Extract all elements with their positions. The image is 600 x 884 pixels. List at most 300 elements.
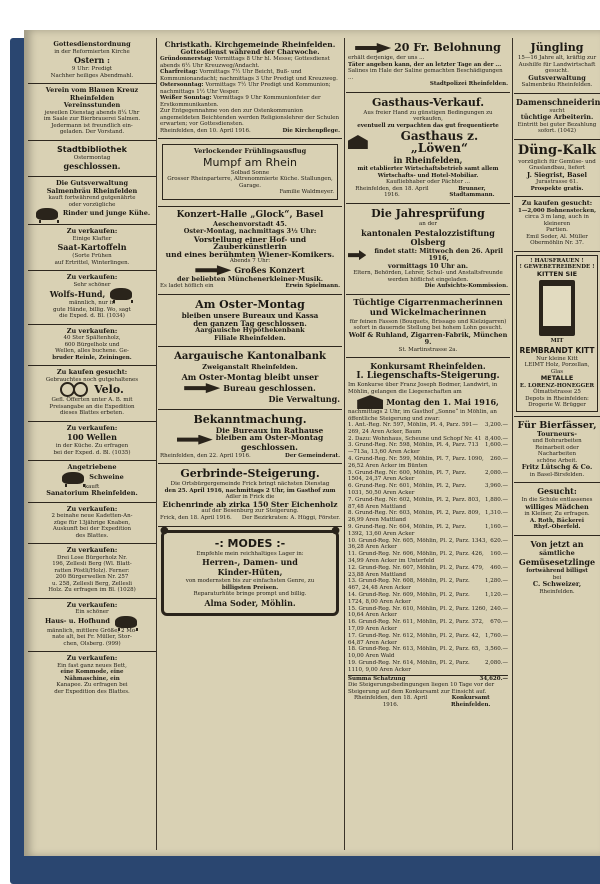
ad-sign: Familie Waldmeyer. (279, 189, 334, 196)
pointing-hand-icon (184, 383, 220, 393)
lot-text: 2. Dazu: Wohnhaus, Scheune und Schopf Nr. 41 (348, 435, 482, 442)
cow-icon (36, 208, 58, 220)
ad-line: Grosser Rheinparterre, Altrenommierte Küche. Stallungen, Garage. (167, 176, 333, 189)
ad-sign: Der Bezirkraten: A. Hüggi, Förster. (241, 514, 340, 521)
ad-wellen (28, 422, 156, 462)
ad-line: erhält derjenige, der uns ... (348, 55, 425, 61)
ad-line: und Bohrarbeiten (532, 438, 582, 444)
ad-line: In die Schule entlassenes (521, 497, 593, 503)
ad-head: Ostern : (73, 55, 111, 65)
ad-title: Tüchtige Cigarrenmacherinnen (353, 297, 503, 308)
ad-title: Christkath. Kirchgemeinde Rheinfelden. (164, 40, 336, 49)
ad-line: bleiben am Oster-Montag (215, 433, 324, 443)
ad-addr: Rhyf.-Oberfeld. (533, 524, 581, 530)
lot-row (348, 524, 508, 538)
ad-line: in der Küche. Zu erfragen (55, 443, 129, 449)
lot-row (348, 646, 508, 660)
ad-line: züge für 13jährige Knaben, (53, 519, 131, 526)
ad-head: KITTEN SIE (536, 269, 578, 278)
newspaper-page (24, 30, 600, 856)
ad-line: ! GEWEBETREIBENDE ! (519, 264, 595, 270)
ad-sub: kauft (84, 483, 100, 490)
ad-line: den ganzen Tag geschlossen. (193, 318, 307, 328)
lot-row (348, 633, 508, 647)
lot-text: 12. Grund-Reg. Nr. 607, Möhlin, Pl. 2, Parz. 479, 23,88 Aren Mattland (348, 564, 484, 578)
ad-pre: Von jetzt an (530, 538, 584, 549)
ad-sign: Die Kirchenpflege. (282, 127, 340, 134)
ad-line: Filiale Rheinfelden. (214, 333, 286, 342)
dog-icon (110, 288, 132, 300)
ad-line: Ein fast ganz neues Bett, (57, 662, 127, 669)
ad-line: Im Konkurse über Franz Joseph Bodmer, Landwirt, in Möhlin, gelangen die Liegenschaften am (348, 382, 498, 395)
ad-ostermontag (158, 295, 342, 347)
schedule-text: Vormittags 9 Uhr Kommunionfeier der Erstkommunikanten. (160, 95, 321, 108)
schedule-note: Zur Entgegennahme von den zur Ostenkommunion angemeldeten Beichtenden werden Religionslehrer der Schulen erwarten; vor Gottesdiensten. (160, 108, 340, 127)
dog-icon (115, 616, 137, 628)
ad-line: Aargauische Hypothekenbank (195, 326, 305, 335)
ad-line: Oster-Montag, nachmittags 3½ Uhr: (183, 227, 317, 236)
ad-gottesdienst (28, 38, 156, 84)
ad-title: Angetriebene (67, 463, 117, 471)
ad-footer: Rheinfelden, den 10. April 1916. (160, 127, 251, 134)
ad-line: Wellen, alles buchene. Ge- (55, 348, 129, 354)
ad-addr: Rheinfelden. (539, 588, 575, 595)
ad-sign: Die Verwaltung. (268, 393, 340, 404)
ad-head: Wolfs-Hund, (49, 288, 106, 299)
ad-zigarren (346, 295, 510, 359)
ad-line: METALLE (540, 374, 574, 382)
ad-stadtbibliothek (28, 141, 156, 178)
ad-line: Prospekte gratis. (530, 185, 584, 192)
ad-gutsverwaltung (28, 177, 156, 225)
ad-title: Gasthaus-Verkauf. (371, 95, 485, 109)
ad-line: Partien. (546, 227, 568, 233)
lot-text: 15. Grund-Reg. Nr. 610, Möhlin, Pl. 2, Parz. 1260, 10,64 Aren Acker (348, 605, 488, 619)
ad-title: Konzert-Halle „Glock“, Basel (176, 209, 324, 220)
bicycle-icon (60, 383, 88, 397)
ad-line: den 25. April 1916, nachmittags 2 Uhr, im Gasthof zum (164, 487, 336, 494)
lot-row (348, 456, 508, 470)
ad-line: nate alt, bei Fr. Müller, Stor- (52, 634, 132, 640)
ad-line: die Exped. d. Bl. (1034) (59, 313, 125, 319)
schedule-text: Vormittags 8 Uhr hl. Messe; Gottesdienst abends 6½ Uhr Kreuzweg/Andacht. (160, 56, 330, 69)
lot-value: 460.— (490, 564, 508, 571)
ad-line: männlich, nur in (69, 300, 115, 306)
ad-title: Aargauische Kantonalbank (174, 351, 326, 363)
lot-value: 1,600.— (485, 442, 508, 449)
ad-line: oder vorzügliche (68, 201, 116, 208)
ad-head: Velo. (94, 383, 124, 396)
ad-line: Eichenrinde ab zirka 150 Ster Eichenholz (162, 499, 338, 509)
sum-label: Summa Schatzung (348, 675, 406, 682)
ad-line: Rheinfelden, den 22. April 1916. (160, 452, 251, 459)
ad-konkurs (346, 358, 510, 713)
ad-sign: Konkursamt Rheinfelden. (451, 695, 491, 709)
ad-title: Konkursamt Rheinfelden. (370, 361, 486, 372)
lot-text: 8. Grund-Reg. Nr. 603, Möhlin, Pl. 2, Parz. 809, 26,99 Aren Mattland (348, 510, 481, 524)
ad-line: Auskunft bei der Expedition (52, 526, 132, 532)
schedule-day: Weißer Sonntag: (160, 95, 212, 101)
ad-line: des Blattes. (75, 532, 109, 539)
ad-verein (28, 84, 156, 141)
ad-title: Verein vom Blauen Kreuz (45, 86, 139, 94)
ad-head: Vorstellung einer Hof- und Zauberkünstlerin (193, 234, 307, 252)
ad-kadetten (28, 503, 156, 545)
ad-line: bei der Exped. d. Bl. (1035) (53, 449, 131, 456)
lot-value: 260.— (490, 456, 508, 463)
ad-line: 15—16 Jahre alt, kräftig zur (517, 55, 597, 61)
column-1 (28, 38, 156, 850)
ad-wolfshund (28, 271, 156, 325)
lot-text: 14. Grund-Reg. Nr. 609, Möhlin, Pl. 2, Parz. 1724, 8,00 Aren Acker (348, 592, 470, 605)
ad-modes (161, 530, 339, 616)
lot-row (348, 578, 508, 592)
ad-title: und Wickelmacherinnen (369, 307, 487, 318)
lot-value: 240.— (490, 605, 508, 612)
ad-title: Verlockender Frühlingsausflug (193, 147, 307, 156)
ad-line: Holz. Zu erfragen im Bl. (1028) (48, 587, 136, 593)
ad-line: Preisangabe an die Expedition (49, 403, 135, 410)
lot-row (348, 497, 508, 511)
ad-gasthaus (346, 93, 510, 205)
ad-line: chen, Olsberg. (999) (63, 640, 121, 647)
ad-pre: Zu verkaufen: (66, 273, 118, 281)
ad-bohnenstecken (514, 197, 600, 252)
ad-line: Gutsverwaltung (528, 73, 586, 82)
ad-line: Aus freier Hand zu günstigen Bedingungen zu verkaufen, (363, 109, 493, 122)
ad-sub: Aeschenvorstadt 45. (213, 219, 287, 228)
ad-title: ● -: MODES :- (214, 536, 286, 550)
lot-row (348, 551, 508, 565)
ad-line: gesucht. (545, 68, 569, 74)
ad-duengkalk (514, 140, 600, 198)
lot-text: 10. Grund-Reg. Nr. 605, Möhlin, Pl. 2, Parz. 1343, 36,28 Aren Acker (348, 537, 488, 551)
ad-line: Kaufliebhaber oder Pächter ... (385, 179, 470, 185)
ad-bett (28, 652, 156, 699)
lot-row (348, 483, 508, 497)
ad-line: 196, Zellesli Berg (Wl. Blatt- (52, 561, 132, 567)
lot-value: 2,080.— (485, 469, 508, 476)
auction-date: Montag den 1. Mai 1916, (386, 396, 499, 407)
ad-line: Reinarbeit oder Nacharbeiten (535, 444, 579, 457)
ad-gemuesesetzlinge (514, 536, 600, 600)
lot-row (348, 606, 508, 620)
lot-row (348, 538, 508, 552)
lot-row (348, 470, 508, 484)
lot-text: 16. Grund-Reg. Nr. 611, Möhlin, Pl. 2, Parz. 372, 17,09 Aren Acker (348, 619, 484, 632)
ad-head: Mumpf am Rhein (203, 155, 297, 169)
ad-firm: E. LORENZ-HONEGGER (519, 382, 595, 389)
pig-icon (62, 472, 84, 484)
ad-title: Damenschneiderin (516, 96, 600, 107)
ad-line: an der (419, 221, 437, 228)
ad-line: im Saale zur Bierbrauerei Salmen. (43, 116, 141, 122)
ad-pre: Zu verkaufen: (66, 504, 118, 513)
ad-line: 40 Ster Spältenholz, (63, 335, 121, 341)
lot-text: 18. Grund-Reg. Nr. 613, Möhlin, Pl. 2, Parz. 65, 10,00 Aren Wald (348, 646, 481, 660)
ad-line: Tourneurs- (537, 429, 577, 438)
ad-line: Rheinfelden, den 18. April 1916. (354, 695, 428, 709)
lot-text: 9. Grund-Reg. Nr. 604, Möhlin, Pl. 2, Parz. 1392, 13,60 Aren Acker (348, 524, 467, 537)
ad-head: Vereinsstunden (63, 101, 121, 109)
kitt-tube-image (539, 280, 575, 336)
lot-value: 1,160.— (485, 524, 508, 531)
ad-line: Drogerie W. Brügger (528, 402, 586, 408)
ad-line: ! HAUSFRAUEN ! (530, 257, 584, 264)
column-3 (346, 38, 510, 850)
ad-line: Frick, den 18. April 1916. (160, 514, 232, 521)
ad-line: MIT (550, 338, 564, 344)
ad-sub: Einige Klafter (72, 235, 112, 242)
ad-christkath (158, 38, 342, 139)
ad-velo (28, 366, 156, 422)
ad-title: REMBRANDT KITT (519, 345, 595, 355)
lot-value: 1,760.— (485, 632, 508, 639)
ad-sign: Emil Soder, Al. Müller (526, 233, 588, 240)
lot-value: 3,560.— (485, 646, 508, 653)
ad-pre: Zu verkaufen: (66, 654, 118, 662)
lot-value: 2,080.— (485, 659, 508, 666)
ad-sign: Der Gemeinderat. (285, 452, 340, 459)
ad-kantonalbank (158, 347, 342, 410)
schedule-text: Vormittags 7½ Uhr Beicht, Buß- und Kommunionandacht; nachmittags 3 Uhr Predigt und Kreuzweg. (160, 69, 338, 82)
column-4 (514, 38, 600, 850)
ad-line: Aushilfe für Landwirtschaft (518, 61, 596, 68)
ad-gesucht (514, 483, 600, 536)
lot-row (348, 660, 508, 674)
ad-sub: Gebrauchtes noch gutgehaltenes (45, 376, 139, 383)
schedule-day: Charfreitag: (160, 69, 198, 75)
ad-title: Gemüsesetzlinge (518, 557, 596, 567)
ad-sub: Salmenbräu Rheinfelden (46, 186, 138, 195)
ad-pre: Zu verkaufen: (66, 227, 118, 235)
pointing-hand-icon (195, 265, 231, 275)
ad-sign: Die Aufsichts-Kommission. (424, 283, 508, 290)
ad-line: Bureau geschlossen. (223, 382, 316, 393)
ad-firm: Fritz Lütschg & Co. (521, 463, 593, 471)
ad-line: Depots in Rheinfelden: (525, 395, 589, 402)
ad-title: Zu kaufen gesucht: (521, 199, 593, 207)
ad-pre: Zu verkaufen: (66, 546, 118, 554)
ad-line: für feinen Fasson (Bouquets, Brissago und Kielzigarren) sofort in dauernde Stellung bei hohem Lohn gesucht. (349, 318, 507, 332)
lot-value: 160.— (490, 551, 508, 558)
ad-line: dieses Blattes erbeten. (60, 410, 124, 416)
ad-title: Gottesdienstordnung (53, 40, 131, 48)
ad-schweine (28, 461, 156, 503)
ad-pre: Zu verkaufen: (66, 423, 118, 432)
ad-line: bruder Reinle, Zeiningen. (52, 354, 132, 361)
ad-line: circa 3 m lang, auch in kleineren (525, 214, 589, 227)
ad-bekanntmachung (158, 410, 342, 465)
lot-row (348, 436, 508, 443)
ad-line: 600 Bürgelholz und (64, 341, 120, 348)
ad-line: Empfehle mein reichhaltiges Lager in: (196, 550, 304, 557)
lot-value: 1,280.— (485, 578, 508, 585)
ad-damenschneiderin (514, 94, 600, 140)
lot-text: 11. Grund-Reg. Nr. 606, Möhlin, Pl. 2, Parz. 426, 34,99 Aren Acker im Unterfeld (348, 551, 484, 565)
sum-value: 34,620.— (479, 675, 508, 682)
ad-buergerholz (28, 544, 156, 599)
lot-text: 5. Grund-Reg. Nr. 600, Möhlin, Pl. 7, Parz. 1504, 24,37 Aren Acker (348, 469, 467, 483)
ad-head: I. Liegenschafts-Steigerung. (356, 371, 500, 382)
ad-head: Gasthaus z. „Löwen“ (400, 129, 479, 155)
lot-row (348, 565, 508, 579)
lot-row (348, 619, 508, 633)
ad-line: Am Oster-Montag bleibt unser (181, 371, 319, 382)
ad-line: Nachher heiliges Abendmahl. (50, 72, 134, 79)
ad-title: Gerbrinde-Steigerung. (180, 467, 320, 481)
ad-line: sofort. (1042) (537, 128, 577, 134)
ad-line: Sanatorium Rheinfelden. (46, 489, 138, 497)
ad-line: Drei Lose Bürgerholz Nr. (56, 554, 128, 561)
ad-line: Salines im Hale der Saline gemachten Beschädigungen ... (348, 68, 503, 81)
ad-line: mit etablierter Wirtschaftsbetrieb samt allem Wirtschafts- und Hotel-Mobiliar. (357, 166, 499, 179)
ad-bierfaesser (514, 417, 600, 484)
ad-head: Saat-Kartoffeln (57, 242, 127, 252)
ad-line: auf Ertrittel, Winterlingen. (54, 259, 130, 266)
ad-line: Jedermann ist freundlich ein- (51, 122, 133, 129)
lot-value: 8,400.— (485, 435, 508, 442)
ad-line: u. 258, Zellesli Berg, Zellesli (51, 580, 133, 587)
ad-line: Salmenbräu Rheinfelden. (521, 82, 593, 88)
ad-line: geladen. Der Vorstand. (59, 129, 125, 135)
lot-value: 620.— (490, 537, 508, 544)
ad-title: Gesucht: (537, 486, 577, 496)
ad-head: tüchtige Arbeiterin. (520, 113, 594, 121)
ad-sub: Ostermontag (73, 154, 111, 161)
schedule (160, 56, 340, 128)
ad-sign: Stadtpolizei Rheinfelden. (429, 81, 508, 87)
ad-sub: Solbad Sonne (230, 169, 270, 176)
ad-line: Ein schöner (75, 609, 109, 615)
ad-line: Es ladet höflich ein (160, 283, 214, 290)
ad-line: schöne Arbeit. (536, 457, 578, 464)
lot-text: 3. Grund-Reg. Nr. 598, Möhlin, Pl. 4, Parz. 713—713a, 13,60 Aren Acker (348, 442, 479, 456)
lot-row (348, 592, 508, 606)
barn-icon (357, 395, 383, 409)
ad-line: (Sorte Frühen (72, 253, 112, 259)
ad-title: Die Jahresprüfung (371, 207, 485, 221)
ad-line: bei (552, 574, 562, 581)
ad-addr: Ölmattstrasse 25 (533, 389, 581, 395)
ad-line: eventuell zu verpachten das gut frequentierte (357, 122, 499, 129)
ad-rembrandt-kitt (514, 252, 600, 417)
column-rule (512, 38, 513, 850)
ad-line: Täter angeben kann, der an letzter Tage an der ... (348, 61, 502, 68)
ad-line: der Expedition des Blattes. (54, 688, 130, 695)
ad-line: Die Bureaux im Rathause (215, 425, 324, 435)
ad-line: Nähmaschine, ein (64, 675, 120, 682)
ad-sign: Erwin Spielmann. (285, 283, 340, 290)
pointing-hand-icon (355, 43, 391, 53)
ad-head: Herren-, Damen- und (202, 557, 298, 568)
ad-firm: Wolf & Ruhland, Zigarren-Fabrik, München 9. (348, 330, 508, 347)
ad-line: geschlossen. (241, 441, 298, 452)
ad-line: 2 beinahe neue Kadetten-An- (51, 513, 133, 519)
ad-sub: Zweiganstalt Rheinfelden. (202, 363, 298, 372)
lot-row (348, 422, 508, 436)
ad-title: Düng-Kalk (517, 142, 597, 158)
lot-text: 17. Grund-Reg. Nr. 612, Möhlin, Pl. 2, Parz. 42, 64,87 Aren Acker (348, 632, 481, 646)
ad-line: männlich, mittlere Größe, 2 Mo- (46, 627, 138, 634)
lot-list (348, 422, 508, 673)
lot-text: 6. Grund-Reg. Nr. 601, Möhlin, Pl. 2, Parz. 1031, 50,50 Aren Acker (348, 483, 467, 497)
ad-line: 200 Bürgerwellen Nr. 257 (55, 574, 129, 580)
ad-mumpf (158, 139, 342, 207)
ad-line: Eintritt bei guter Bezahlung (517, 121, 597, 128)
schedule-text: Vormittags 7½ Uhr Predigt und Kommunion; nachmittags 1½ Uhr Vesper. (160, 82, 331, 95)
ad-firm: J. Siegrist, Basel (527, 170, 587, 179)
ad-line: sucht (549, 107, 565, 114)
column-rule (156, 38, 157, 850)
ad-sub: in Rheinfelden, (393, 155, 463, 165)
ad-title: Am Oster-Montag (195, 298, 305, 312)
ad-line: nachmittags 2 Uhr, im Gasthof „Sonne“ in Möhlin, an öffentliche Steigerung und zwar: (348, 409, 497, 422)
ad-sub: Gottesdienst während der Charwoche. (180, 47, 320, 56)
ad-head: 100 Wellen (67, 432, 117, 442)
ad-line: gute Hände, billig. Wo, sagt (53, 306, 131, 313)
ad-title: 20 Fr. Belohnung (394, 41, 501, 54)
ad-line: auf der Besenburg zur Steigerung. (201, 508, 299, 515)
column-rule (344, 38, 345, 850)
ad-line: kauft fortwährend gutgenährte (48, 195, 136, 201)
ad-head: kantonalen Pestalozzistiftung Olsberg (361, 227, 495, 247)
ad-sub: in der Reformierten Kirche (54, 48, 130, 55)
ad-line: von modernsten bis zur einfachsten Genre, zu (185, 578, 315, 585)
ad-line: Adler in Frick die (225, 494, 275, 501)
ad-title: Bekanntmachung. (193, 412, 307, 426)
ad-footer: Die Steigerungsbedingungen liegen 10 Tage vor der Steigerung auf dem Konkursamt zur Einsicht auf. (348, 682, 495, 695)
ad-addr: Obermöhlin Nr. 37. (530, 240, 584, 246)
ad-line: Graslandbau, liefert (529, 165, 585, 171)
ad-sub: Sehr schöner (73, 281, 111, 288)
ad-head: geschlossen. (63, 161, 121, 171)
ad-line: jeweilen Dienstag abends 8¼ Uhr (44, 109, 140, 116)
lot-value: 3,200.— (485, 422, 508, 429)
lot-row (348, 442, 508, 456)
ad-line: vorzüglich für Gemüse- und (518, 158, 596, 165)
ad-head: Schweine (89, 472, 124, 481)
ad-line: Die Ortsbürgergemeinde Frick bringt nächsten Dienstag (170, 481, 330, 488)
ad-head: sämtliche (539, 548, 575, 557)
ad-saat-kartoffeln (28, 225, 156, 271)
ad-head: Rinder und junge Kühe. (62, 209, 151, 218)
ad-title: Für Bierfässer, (517, 419, 597, 431)
house-icon (348, 135, 368, 149)
ad-line: Abends 7 Uhr: (229, 258, 271, 265)
ad-sign: Brunner, Stadtammann. (449, 185, 495, 199)
schedule-day: Ostersonntag: (160, 82, 204, 88)
lot-value: 670.— (490, 619, 508, 626)
ad-head: Haus- u. Hofhund (45, 616, 110, 625)
ad-pre: Zu kaufen gesucht: (56, 368, 128, 376)
ad-firm: C. Schweizer, (532, 580, 582, 588)
ad-line: LEIMT Holz, Porzellan, Glas (524, 362, 590, 375)
lot-text: 4. Grund-Reg. Nr. 599, Möhlin, Pl. 7, Parz. 1090, 26,52 Aren Acker im Bünten (348, 456, 484, 469)
ad-gerbrinde (158, 464, 342, 526)
ad-line: 1—2,000 Bohnenstecken, (518, 207, 596, 214)
ad-juengling (514, 38, 600, 94)
ad-head: williges Mädchen (525, 502, 589, 511)
ad-line: vormittags 10 Uhr an. (387, 261, 469, 270)
ad-line: Kanapee. Zu erfragen bei (56, 682, 128, 688)
column-2 (158, 38, 342, 850)
ad-line: Eltern, Behörden, Lehrer, Schul- und Anstaltsfreunde werden höflichst eingeladen. (353, 270, 503, 283)
ad-title: Die Gutsverwaltung (55, 179, 129, 187)
lot-value: 1,310.— (485, 510, 508, 517)
ad-line: der beliebten Münchenerkleiner-Musik. (177, 274, 323, 283)
ad-line: findet statt: Mittwoch den 26. April 1916, (374, 246, 503, 263)
